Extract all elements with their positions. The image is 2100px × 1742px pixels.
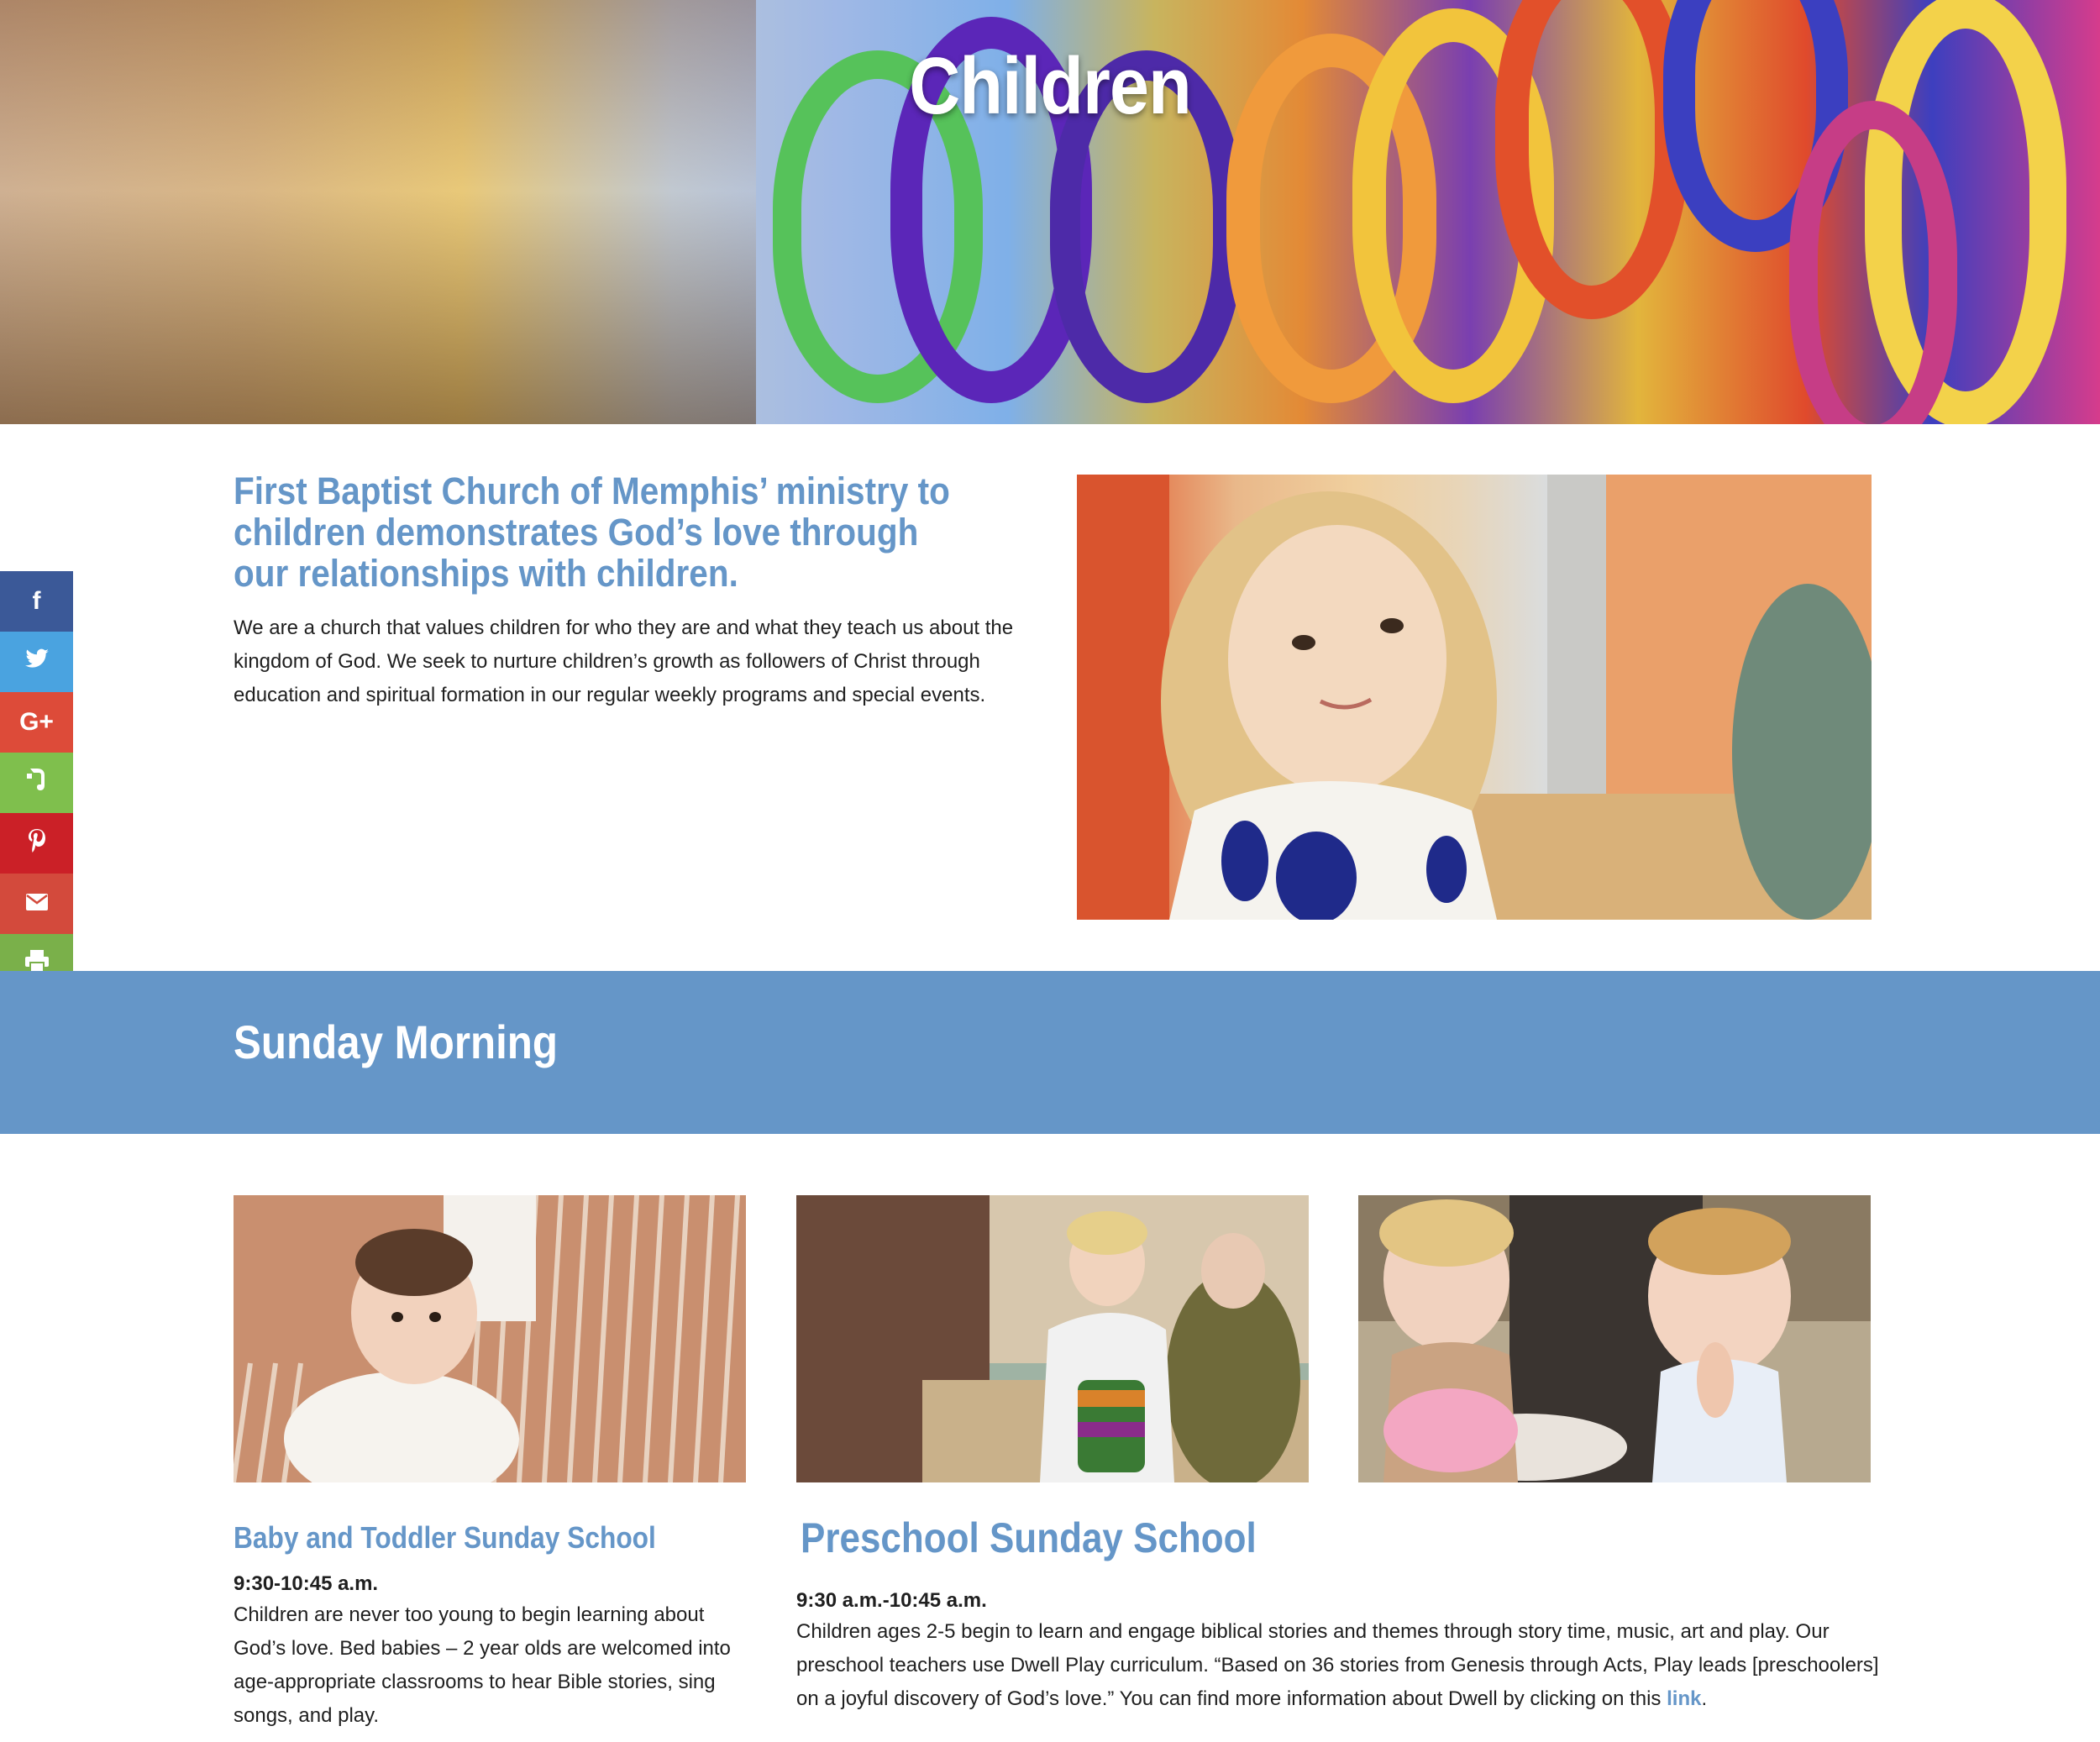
preschool-title: Preschool Sunday School xyxy=(801,1514,1257,1561)
baby-photo xyxy=(234,1195,746,1482)
twitter-icon xyxy=(24,648,50,676)
facebook-icon: f xyxy=(32,587,41,615)
google-plus-share-button[interactable] xyxy=(0,692,73,753)
evernote-icon xyxy=(25,767,49,799)
preschool-description xyxy=(796,1615,1880,1716)
preschool-time: 9:30 a.m.-10:45 a.m. xyxy=(796,1589,987,1612)
email-share-button[interactable] xyxy=(0,874,73,934)
preschool-description-text: Children ages 2-5 begin to learn and engage biblical stories and themes through story time, music, art and play. Our preschool teachers use Dwell Play curriculum. “Based on 36 stories from Genesis through Acts, Play leads [preschoolers] on a joyful discovery of God’s love.” You can find more information about Dwell by clicking on this xyxy=(796,1620,1879,1710)
baby-toddler-time: 9:30-10:45 a.m. xyxy=(234,1572,379,1595)
scissor-handle-pink xyxy=(1789,101,1957,424)
girl-photo xyxy=(1077,475,1872,920)
pinterest-icon xyxy=(27,827,47,859)
baby-toddler-description: Children are never too young to begin learning about God’s love. Bed babies – 2 year olds are welcomed into age-appropriate classrooms to hear Bible stories, sing songs, and play. xyxy=(234,1603,731,1727)
description-period: . xyxy=(1701,1687,1708,1710)
dwell-link[interactable]: link xyxy=(1667,1687,1702,1710)
pinterest-share-button[interactable] xyxy=(0,813,73,874)
girl-illustration xyxy=(1077,475,1872,920)
section-title-sunday-morning: Sunday Morning xyxy=(234,1015,559,1068)
preschool-drum-photo xyxy=(796,1195,1309,1482)
twitter-share-button[interactable] xyxy=(0,632,73,692)
praying-toddlers-photo xyxy=(1358,1195,1871,1482)
facebook-share-button[interactable] xyxy=(0,571,73,632)
baby-toddler-title: Baby and Toddler Sunday School xyxy=(234,1520,656,1555)
email-icon xyxy=(25,889,49,918)
evernote-share-button[interactable] xyxy=(0,753,73,813)
google-plus-icon: G+ xyxy=(19,708,54,736)
intro-paragraph: We are a church that values children for who they are and what they teach us about the kingdom of God. We seek to nurture children’s growth as followers of Christ through education and spiritual formation in our regular weekly programs and special events. xyxy=(234,617,1014,706)
hero-banner xyxy=(0,0,2100,424)
intro-heading: First Baptist Church of Memphis’ ministry to children demonstrates God’s love through our relationships with children. xyxy=(234,470,950,595)
page-title: Children xyxy=(909,41,1191,131)
